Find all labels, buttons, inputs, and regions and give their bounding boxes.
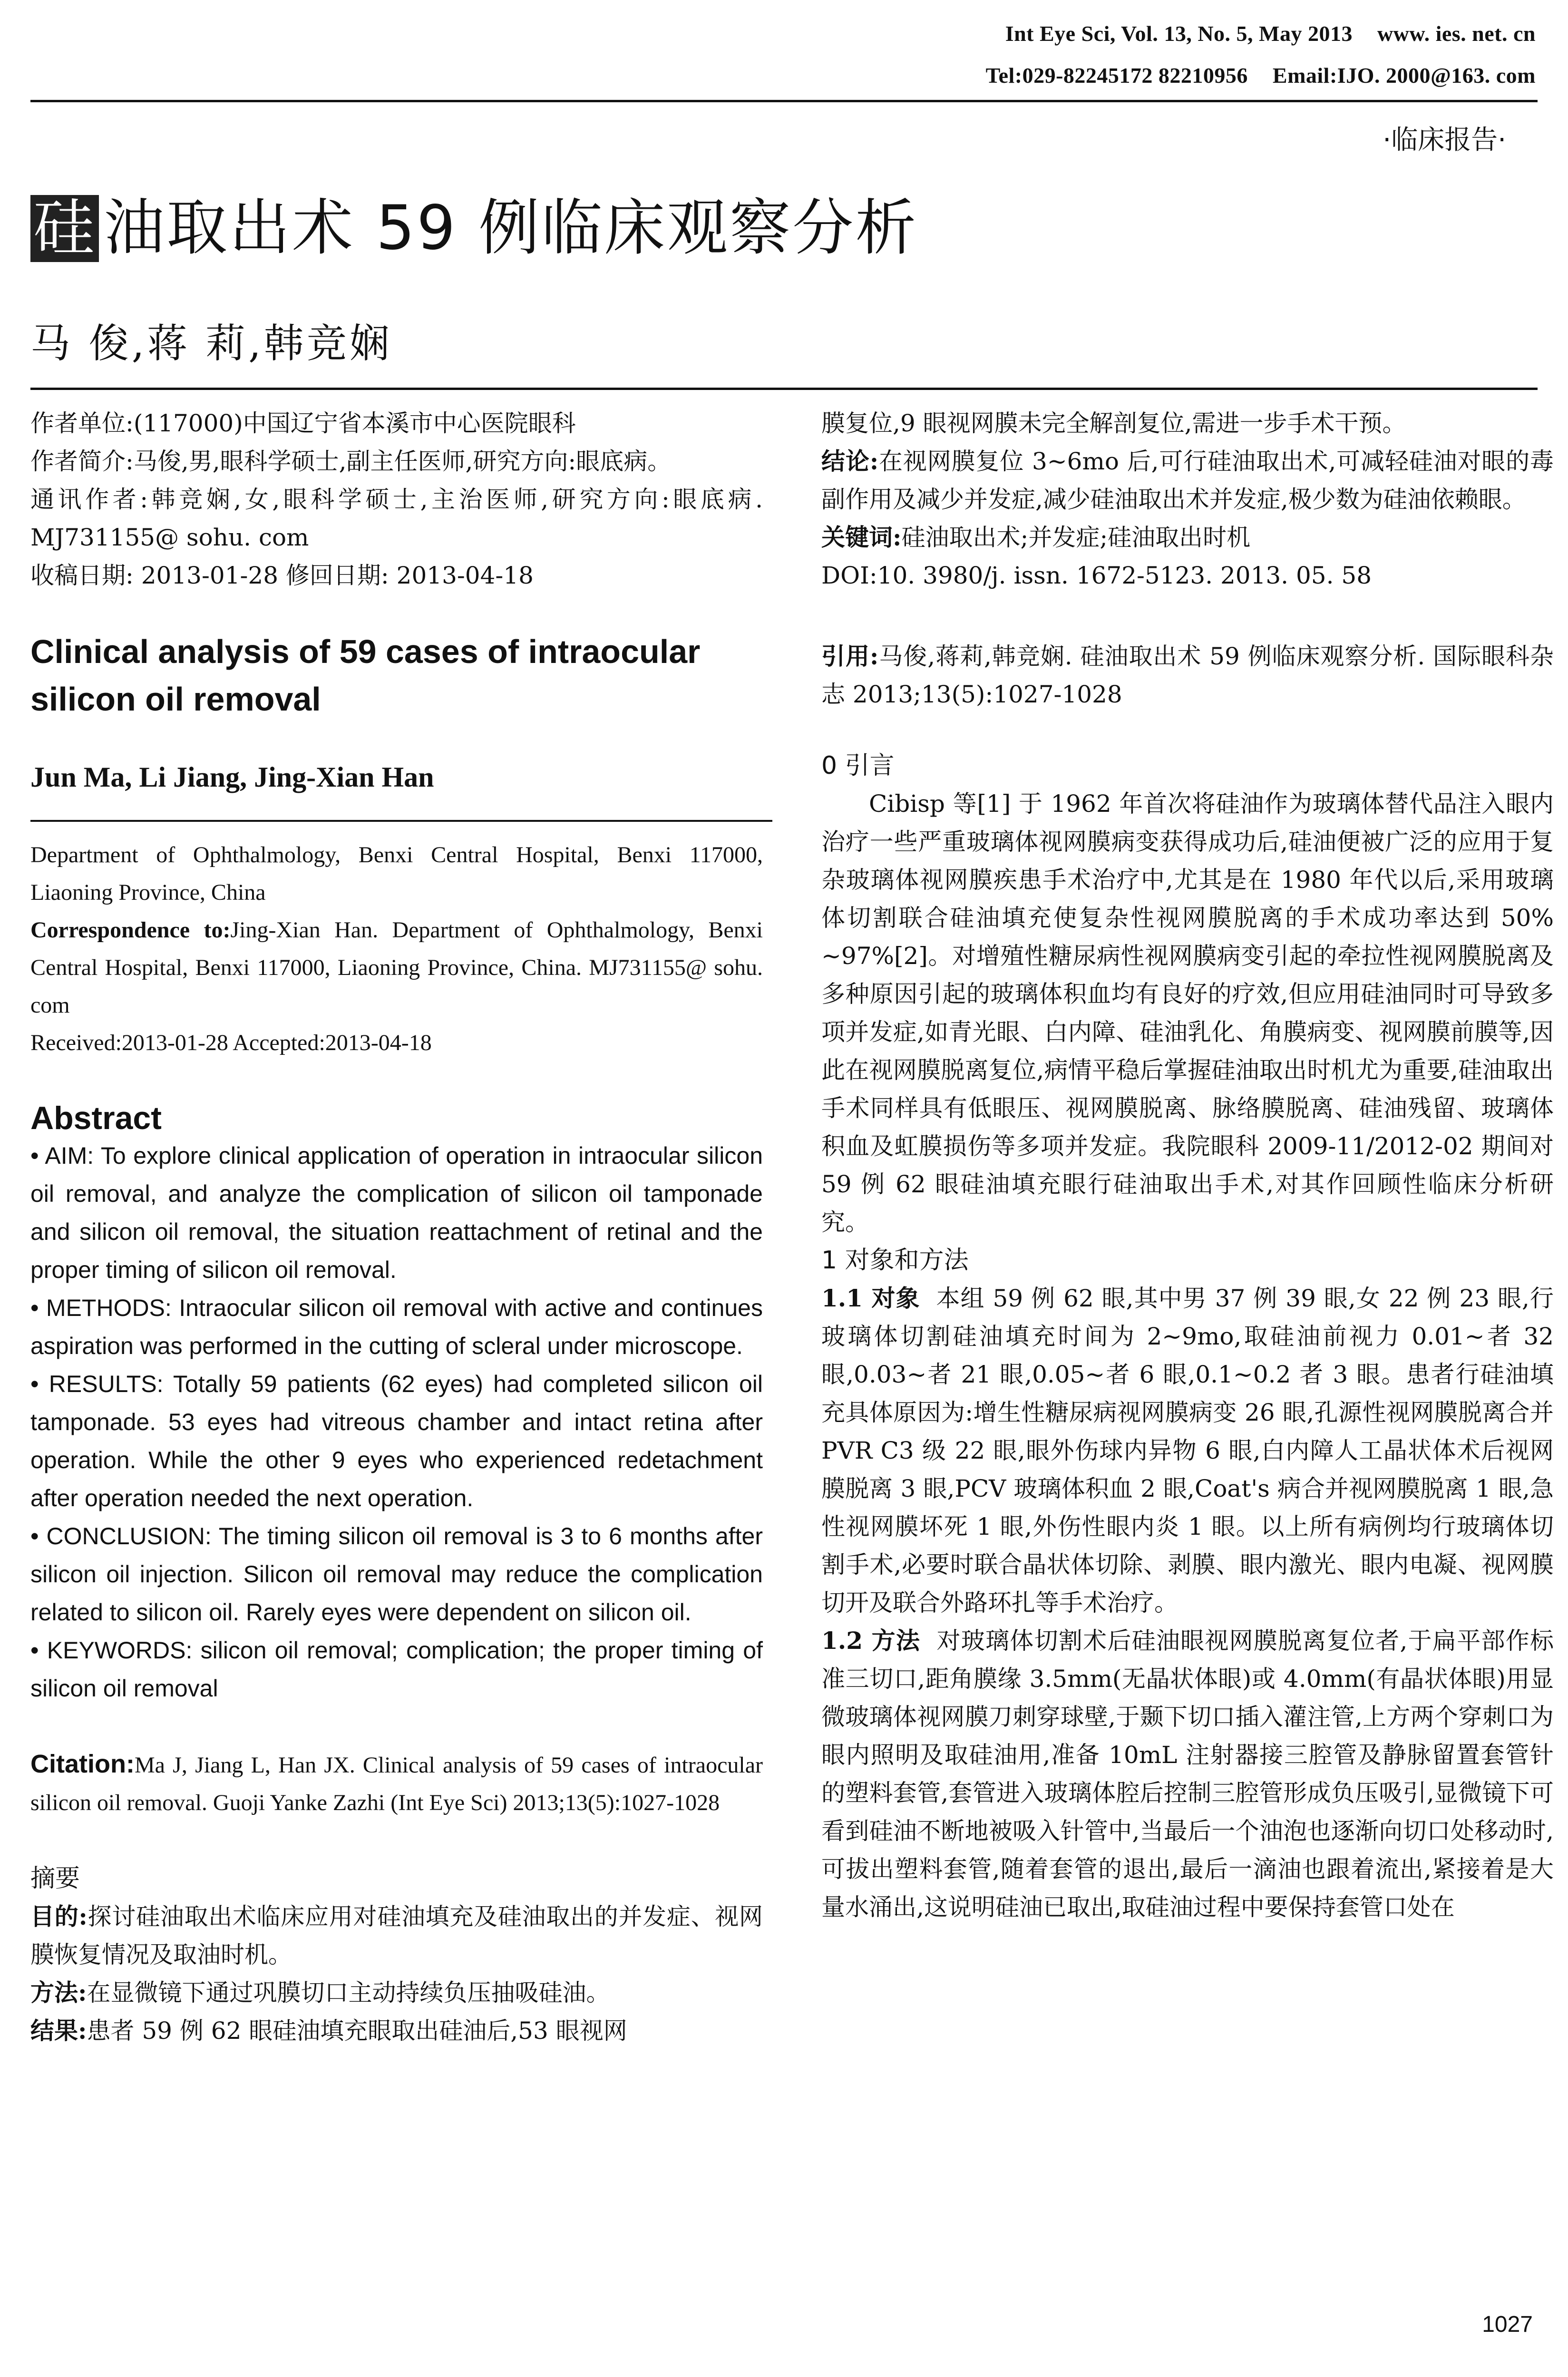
left-column	[30, 404, 763, 2050]
doi: DOI:10. 3980/j. issn. 1672-5123. 2013. 05. 58	[821, 562, 1372, 589]
authors-cn: 马 俊,蒋 莉,韩竞娴	[30, 320, 392, 367]
conclusion-label: 结论:	[821, 447, 879, 475]
article-title	[30, 195, 918, 262]
abstract-conclusion-cn	[821, 442, 1554, 518]
journal-header-line2	[967, 63, 1536, 88]
abstract-continued	[821, 404, 1554, 594]
objective-text: 探讨硅油取出术临床应用对硅油填充及硅油取出的并发症、视网膜恢复情况及取油时机。	[30, 1903, 763, 1968]
keywords-cn	[821, 518, 1554, 556]
section1-1-label: 1.1 对象	[821, 1284, 920, 1312]
keywords-text: 硅油取出术;并发症;硅油取出时机	[901, 524, 1251, 551]
result-text: 患者 59 例 62 眼硅油填充眼取出硅油后,53 眼视网	[87, 2017, 627, 2045]
received-accepted: Received:2013-01-28 Accepted:2013-04-18	[30, 1030, 432, 1055]
zhaiyao-heading: 摘要	[30, 1864, 80, 1893]
abstract-results: • RESULTS: Totally 59 patients (62 eyes) had completed silicon oil tamponade. 53 eyes had vitreous chamber and intact retina after operation. While the other 9 eyes who experienced redetachment after operation needed the next operation.	[30, 1371, 763, 1511]
english-affiliation-block	[30, 836, 763, 1062]
intro-paragraph: Cibisp 等[1] 于 1962 年首次将硅油作为玻璃体替代品注入眼内治疗一些严重玻璃体视网膜病变获得成功后,硅油便被广泛的应用于复杂玻璃体视网膜疾患手术治疗中,尤其是在 1980 年代以后,采用玻璃体切割联合硅油填充使复杂性视网膜脱离的手术成功率达到 50% ~97%[2]。对增殖性糖尿病性视网膜病变引起的牵拉性视网膜脱离及多种原因引起的玻璃体积血均有良好的疗效,但应用硅油同时可导致多项并发症,如青光眼、白内障、硅油乳化、角膜病变、视网膜前膜等,因此在视网膜脱离复位,病情平稳后掌握硅油取出时机尤为重要,硅油取出手术同样具有低眼压、视网膜脱离、脉络膜脱离、硅油残留、玻璃体积血及虹膜损伤等多项并发症。我院眼科 2009-11/2012-02 期间对 59 例 62 眼硅油填充眼行硅油取出手术,对其作回顾性临床分析研究。	[821, 790, 1554, 1236]
authors-rule	[30, 820, 772, 822]
author-affiliation-block	[30, 404, 763, 594]
section1-heading: 1 对象和方法	[821, 1246, 969, 1275]
citation-cn-label: 引用:	[821, 642, 879, 670]
citation-text: Ma J, Jiang L, Han JX. Clinical analysis of 59 cases of intraocular silicon oil removal. Guoji Yanke Zazhi (Int Eye Sci) 2013;13(5):1027-1028	[30, 1753, 763, 1815]
method-text: 在显微镜下通过巩膜切口主动持续负压抽吸硅油。	[87, 1979, 610, 2007]
correspondence-text: Jing-Xian Han. Department of Ophthalmology, Benxi Central Hospital, Benxi 117000, Liaoning Province, China. MJ731155@ sohu. com	[30, 917, 763, 1018]
section1-1-text: 本组 59 例 62 眼,其中男 37 例 39 眼,女 22 例 23 眼,行玻璃体切割硅油填充时间为 2~9mo,取硅油前视力 0.01~者 32 眼,0.03~者 21 眼,0.05~者 6 眼,0.1~0.2 者 3 眼。患者行硅油填充具体原因为:增生性糖尿病视网膜病变 26 眼,孔源性视网膜脱离合并 PVR C3 级 22 眼,眼外伤球内异物 6 眼,白内障人工晶状体术后视网膜脱离 3 眼,PCV 玻璃体积血 2 眼,Coat's 病合并视网膜脱离 1 眼,急性视网膜坏死 1 眼,外伤性眼内炎 1 眼。以上所有病例均行玻璃体切割手术,必要时联合晶状体切除、剥膜、眼内激光、眼内电凝、视网膜切开及联合外路环扎等手术治疗。	[821, 1285, 1554, 1617]
chinese-abstract	[30, 1860, 763, 2050]
author-intro-line: 作者简介:马俊,男,眼科学硕士,副主任医师,研究方向:眼底病。	[30, 448, 672, 475]
section1-2-text: 对玻璃体切割术后硅油眼视网膜脱离复位者,于扁平部作标准三切口,距角膜缘 3.5mm(无晶状体眼)或 4.0mm(有晶状体眼)用显微玻璃体视网膜刀刺穿球壁,于颞下切口插入灌注管,上方两个穿刺口为眼内照明及取硅油用,准备 10mL 注射器接三腔管及静脉留置套管针的塑料套管,套管进入玻璃体腔后控制三腔管形成负压吸引,显微镜下可看到硅油不断地被吸入针管中,当最后一个油泡也逐渐向切口处移动时,可拔出塑料套管,随着套管的退出,最后一滴油也跟着流出,紧接着是大量水涌出,这说明硅油已取出,取硅油过程中要保持套管口处在	[821, 1627, 1554, 1921]
section-label: ·临床报告·	[1383, 125, 1506, 156]
right-column	[821, 404, 1554, 1926]
body-text	[821, 747, 1554, 1926]
citation-cn-text: 马俊,蒋莉,韩竞娴. 硅油取出术 59 例临床观察分析. 国际眼科杂志 2013;13(5):1027-1028	[821, 643, 1554, 708]
abstract-body	[30, 1137, 763, 1707]
citation-block	[30, 1745, 763, 1822]
journal-website: www. ies. net. cn	[1377, 21, 1536, 46]
abstract-methods: • METHODS: Intraocular silicon oil removal with active and continues aspiration was performed in the cutting of scleral under microscope.	[30, 1295, 763, 1359]
title-dropcap: 硅	[30, 195, 99, 262]
affiliation-line: 作者单位:(117000)中国辽宁省本溪市中心医院眼科	[30, 409, 576, 437]
section1-2-label: 1.2 方法	[821, 1627, 921, 1655]
abstract-method	[30, 1974, 763, 2012]
citation-label: Citation:	[30, 1750, 135, 1778]
section1-2	[821, 1622, 1554, 1926]
abstract-result	[30, 2012, 763, 2050]
result-label: 结果:	[30, 2017, 87, 2045]
objective-label: 目的:	[30, 1902, 88, 1930]
abstract-keywords: • KEYWORDS: silicon oil removal; complication; the proper timing of silicon oil removal	[30, 1637, 763, 1702]
abstract-heading: Abstract	[30, 1100, 162, 1136]
english-title: Clinical analysis of 59 cases of intraocular silicon oil removal	[30, 633, 701, 718]
intro-heading: 0 引言	[821, 751, 895, 780]
section1-1	[821, 1279, 1554, 1622]
citation-cn	[821, 637, 1554, 713]
journal-phone: Tel:029-82245172 82210956	[985, 63, 1248, 88]
header-rule	[30, 100, 1538, 102]
correspondence	[30, 911, 763, 1024]
english-authors: Jun Ma, Li Jiang, Jing-Xian Han	[30, 761, 434, 793]
correspondence-label: Correspondence to:	[30, 917, 231, 943]
journal-citation: Int Eye Sci, Vol. 13, No. 5, May 2013	[1005, 21, 1353, 46]
keywords-label: 关键词:	[821, 523, 902, 551]
journal-header-line1	[986, 21, 1536, 46]
conclusion-text: 在视网膜复位 3~6mo 后,可行硅油取出术,可减轻硅油对眼的毒副作用及减少并发症,减少硅油取出术并发症,极少数为硅油依赖眼。	[821, 448, 1554, 513]
abstract-aim: • AIM: To explore clinical application of operation in intraocular silicon oil removal, and analyze the complication of silicon oil tamponade and silicon oil removal, the situation reattachment of retinal and the proper timing of silicon oil removal.	[30, 1142, 763, 1283]
english-affiliation: Department of Ophthalmology, Benxi Central Hospital, Benxi 117000, Liaoning Province, China	[30, 842, 763, 905]
method-label: 方法:	[30, 1978, 87, 2007]
corresponding-author-line: 通讯作者:韩竞娴,女,眼科学硕士,主治医师,研究方向:眼底病. MJ731155@ sohu. com	[30, 486, 763, 551]
result-continued: 膜复位,9 眼视网膜未完全解剖复位,需进一步手术干预。	[821, 409, 1406, 437]
abstract-objective	[30, 1898, 763, 1974]
title-text: 油取出术 59 例临床观察分析	[104, 193, 918, 263]
received-dates: 收稿日期: 2013-01-28 修回日期: 2013-04-18	[30, 562, 534, 589]
page-number: 1027	[1482, 2312, 1533, 2337]
abstract-conclusion: • CONCLUSION: The timing silicon oil removal is 3 to 6 months after silicon oil injection. Silicon oil removal may reduce the complication related to silicon oil. Rarely eyes were dependent on silicon oil.	[30, 1523, 763, 1626]
title-rule	[30, 388, 1538, 390]
journal-email: Email:IJO. 2000@163. com	[1272, 63, 1536, 88]
